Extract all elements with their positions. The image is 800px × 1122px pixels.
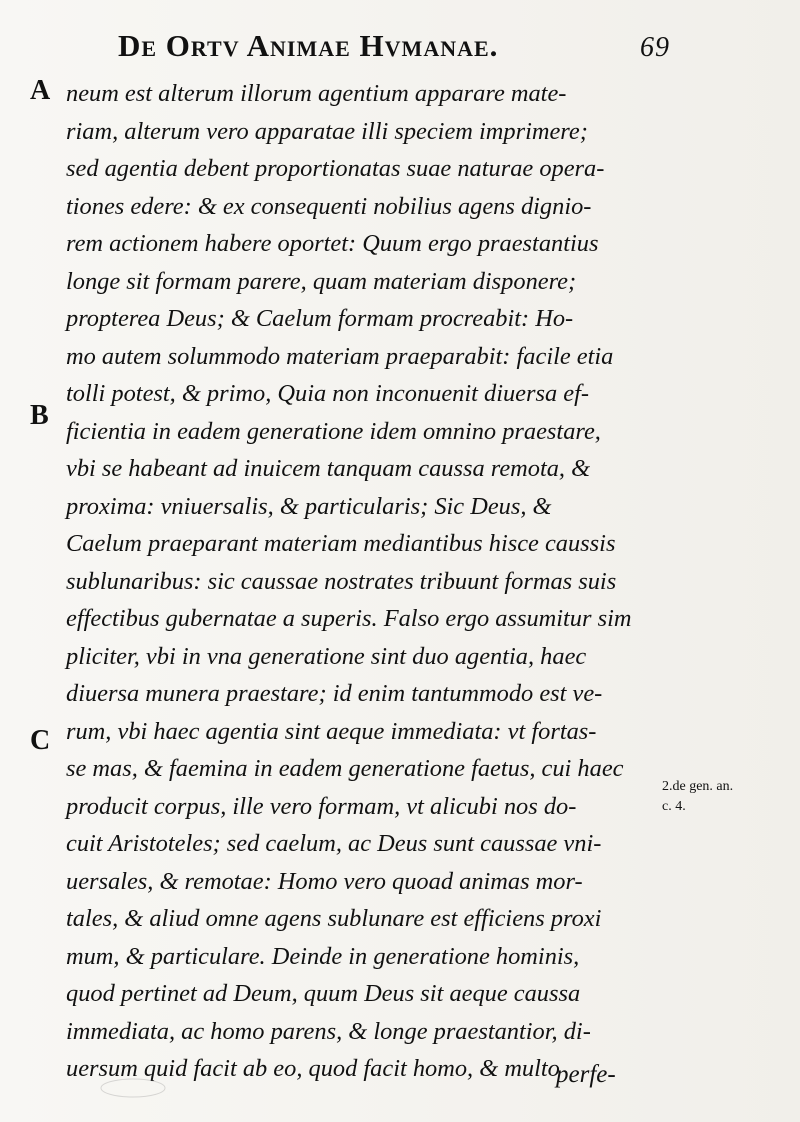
text-line: quod pertinet ad Deum, quum Deus sit aeque caussa	[66, 980, 581, 1007]
text-line: immediata, ac homo parens, & longe praestantior, di-	[66, 1017, 591, 1045]
text-line: uersales, & remotae: Homo vero quoad animas mor-	[66, 867, 583, 895]
text-line: vbi se habeant ad inuicem tanquam caussa remota, &	[66, 455, 591, 482]
text-line: effectibus gubernatae a superis. Falso ergo assumitur sim	[66, 605, 632, 632]
text-line: sed agentia debent proportionatas suae naturae opera-	[66, 155, 605, 182]
marginal-note-line: c. 4.	[662, 799, 686, 814]
section-marker-b: B	[30, 400, 49, 431]
text-line: propterea Deus; & Caelum formam procreabit: Ho-	[66, 305, 574, 332]
text-line: tolli potest, & primo, Quia non inconuenit diuersa ef-	[66, 380, 590, 407]
page-number: 69	[640, 32, 670, 63]
text-line: rem actionem habere oportet: Quum ergo praestantius	[66, 230, 599, 257]
marginal-note	[662, 777, 733, 817]
body-text	[66, 75, 656, 1088]
text-line: proxima: vniuersalis, & particularis; Sic Deus, &	[66, 492, 552, 520]
library-stamp	[98, 1076, 198, 1100]
text-line: longe sit formam parere, quam materiam disponere;	[66, 267, 577, 295]
text-line: riam, alterum vero apparatae illi speciem imprimere;	[66, 117, 588, 145]
text-line: ficientia in eadem generatione idem omnino praestare,	[66, 417, 601, 445]
text-line: neum est alterum illorum agentium apparare mate-	[66, 80, 567, 107]
section-marker-c: C	[30, 725, 51, 756]
text-line: tiones edere: & ex consequenti nobilius agens dignio-	[66, 192, 592, 220]
running-title: De Ortv Animae Hvmanae.	[118, 28, 499, 63]
text-line: cuit Aristoteles; sed caelum, ac Deus sunt caussae vni-	[66, 830, 602, 857]
text-line: producit corpus, ille vero formam, vt alicubi nos do-	[66, 792, 577, 820]
text-line: uersum quid facit ab eo, quod facit homo, & multo	[66, 1055, 560, 1082]
text-line: diuersa munera praestare; id enim tantummodo est ve-	[66, 680, 603, 707]
text-line: mo autem solummodo materiam praeparabit: facile etia	[66, 342, 614, 370]
marginal-note-line: 2.de gen. an.	[662, 779, 734, 794]
text-line: pliciter, vbi in vna generatione sint duo agentia, haec	[66, 642, 587, 670]
catchword: perfe-	[556, 1061, 616, 1088]
text-line: rum, vbi haec agentia sint aeque immediata: vt fortas-	[66, 717, 597, 745]
text-line: mum, & particulare. Deinde in generatione hominis,	[66, 942, 580, 970]
running-header	[118, 28, 670, 64]
text-line: se mas, & faemina in eadem generatione faetus, cui haec	[66, 755, 624, 782]
text-line: Caelum praeparant materiam mediantibus hisce caussis	[66, 530, 616, 557]
text-line: tales, & aliud omne agens sublunare est efficiens proxi	[66, 905, 602, 932]
section-marker-a: A	[30, 75, 51, 106]
text-line: sublunaribus: sic caussae nostrates tribuunt formas suis	[66, 567, 617, 595]
